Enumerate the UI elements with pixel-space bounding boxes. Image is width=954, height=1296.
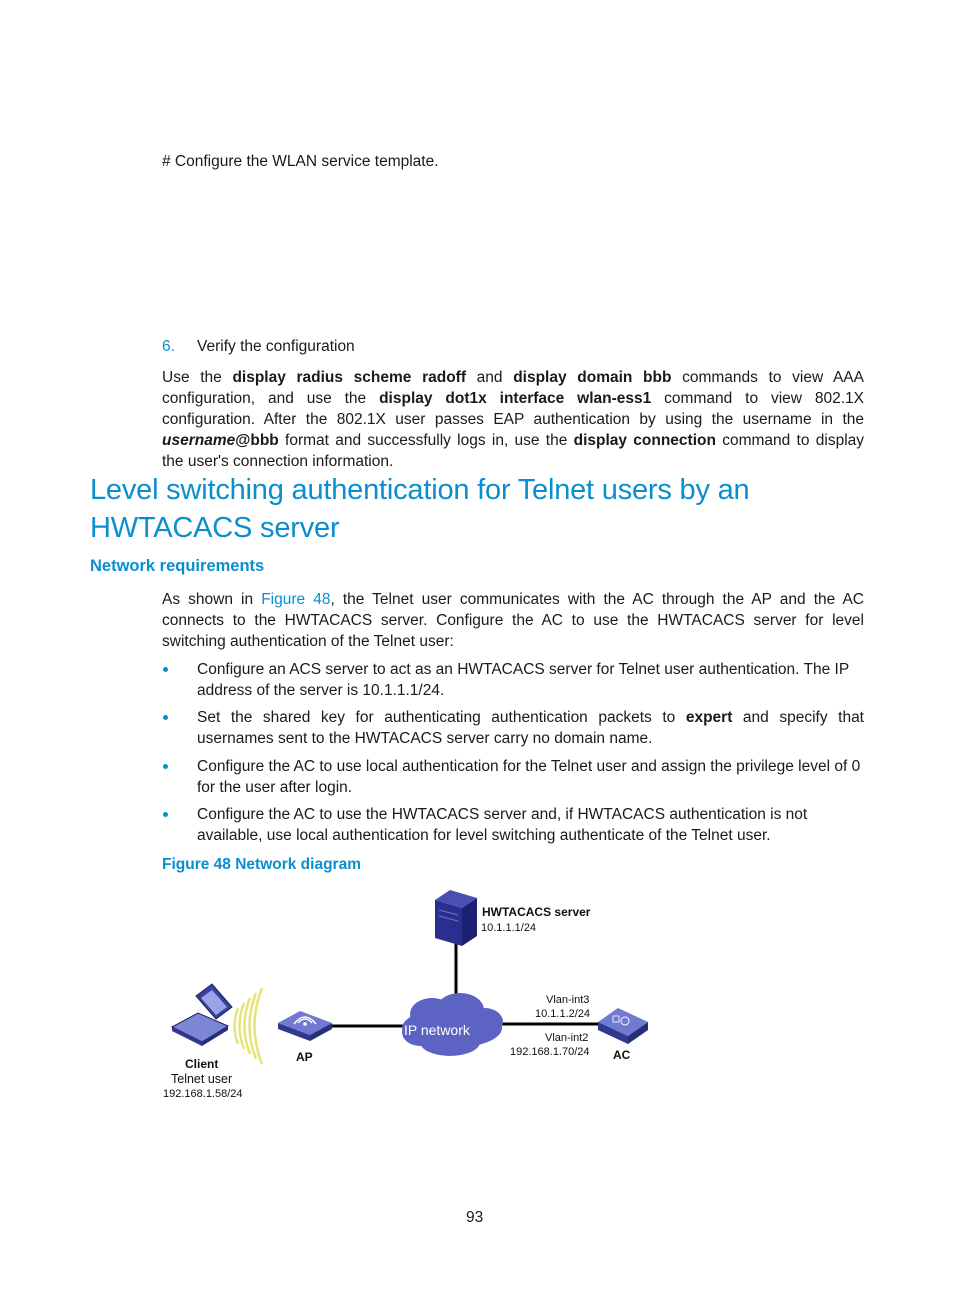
shared-key-expert: expert: [685, 709, 733, 726]
cmd-display-domain: display domain bbb: [513, 369, 672, 386]
cmd-display-connection: display connection: [573, 432, 716, 449]
ac-icon: [598, 1008, 648, 1044]
section-heading: Level switching authentication for Telnet users by an HWTACACS server: [90, 474, 750, 544]
bullet-dot: [163, 667, 168, 672]
wireless-waves-icon: [235, 988, 263, 1064]
cmd-display-radius: display radius scheme radoff: [232, 369, 466, 386]
vlan2-ip: 192.168.1.70/24: [510, 1046, 590, 1058]
figure-caption: Figure 48 Network diagram: [162, 856, 361, 873]
step-text: Verify the configuration: [197, 338, 355, 355]
ap-label: AP: [296, 1050, 313, 1064]
bullet-dot: [163, 715, 168, 720]
network-requirements-heading: Network requirements: [90, 557, 265, 575]
requirements-paragraph: As shown in Figure 48, the Telnet user communicates with the AC through the AP and the AC connects to the HWTACACS server. Configure the AC to use the HWTACACS server for level switching authentication of the Telnet user:: [162, 591, 864, 650]
page-number: 93: [466, 1209, 484, 1226]
vlan2-label: Vlan-int2: [545, 1032, 589, 1044]
intro-line: # Configure the WLAN service template.: [162, 153, 439, 170]
bullet-item: Set the shared key for authenticating authentication packets to expert and specify that usernames sent to the HWTACACS server carry no domain name.: [197, 709, 864, 747]
step-number: 6.: [162, 338, 175, 355]
network-diagram: [150, 880, 670, 1115]
ap-icon: [278, 1011, 332, 1041]
laptop-icon: [172, 984, 232, 1046]
verify-paragraph: Use the display radius scheme radoff and display domain bbb commands to view AAA configuration, and use the display dot1x interface wlan-ess1 command to view 802.1X configuration. After the 802.1X user passes EAP authentication by using the username in the username@bbb format and successfully logs in, use the display connection command to display the user's connection information.: [162, 369, 865, 470]
bullet-item: Configure the AC to use the HWTACACS server and, if HWTACACS authentication is not available, use local authentication for level switching authenticate of the Telnet user.: [197, 806, 808, 844]
vlan3-label: Vlan-int3: [546, 994, 590, 1006]
bullet-item: Configure an ACS server to act as an HWTACACS server for Telnet user authentication. The IP address of the server is 10.1.1.1/24.: [197, 661, 849, 699]
vlan3-ip: 10.1.1.2/24: [535, 1008, 591, 1020]
username-italic: username: [162, 432, 236, 449]
figure-48-link[interactable]: Figure 48: [261, 591, 331, 608]
bullet-dot: [163, 764, 168, 769]
ac-label: AC: [613, 1048, 631, 1062]
client-label: Client: [185, 1057, 219, 1071]
bullet-item: Configure the AC to use local authentication for the Telnet user and assign the privilege level of 0 for the user after login.: [197, 758, 861, 796]
cmd-display-dot1x: display dot1x interface wlan-ess1: [379, 390, 652, 407]
server-icon: [435, 890, 477, 946]
server-label: HWTACACS server: [482, 905, 591, 919]
bullet-dot: [163, 812, 168, 817]
client-ip: 192.168.1.58/24: [163, 1088, 243, 1100]
server-ip: 10.1.1.1/24: [481, 922, 537, 934]
cloud-label: IP network: [404, 1022, 470, 1038]
client-role: Telnet user: [171, 1072, 233, 1086]
